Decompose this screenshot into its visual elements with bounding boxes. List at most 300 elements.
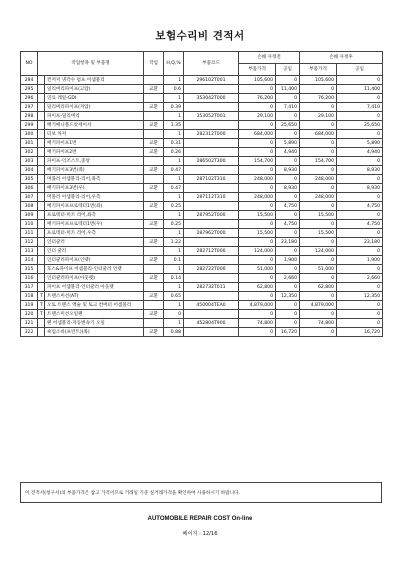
row-parts-price-after: 0 <box>300 202 337 211</box>
row-part-code: 282312T000 <box>184 130 239 139</box>
row-qty: 1 <box>164 211 184 220</box>
disclaimer-note: 이 견적서(청구서)의 부품가격은 참고 가격이므로 거래일 기준 실거래가격을 확인하여 사용하시기 바랍니다. <box>20 482 382 503</box>
row-labor-before: 0 <box>276 265 300 274</box>
row-parts-price-before: 248,000 <box>239 193 276 202</box>
row-qty: 1.35 <box>164 121 184 130</box>
table-row <box>21 76 383 85</box>
row-no: 295 <box>21 85 38 94</box>
row-parts-price-before: 154,700 <box>239 157 276 166</box>
row-parts-price-before: 76,200 <box>239 94 276 103</box>
row-item-name: 파이프-익조스트,중앙 <box>45 157 144 166</box>
row-parts-price-before: 0 <box>239 274 276 283</box>
row-marker: T <box>38 292 45 301</box>
row-parts-price-before: 62,800 <box>239 283 276 292</box>
row-labor-after: 4,750 <box>337 202 383 211</box>
row-item-name: 연료 레일-GDI <box>45 94 144 103</box>
row-parts-price-after: 248,000 <box>300 175 337 184</box>
row-item-name: 프로텍터-히트 리어,우측 <box>45 229 144 238</box>
row-parts-price-after: 154,700 <box>300 157 337 166</box>
row-work <box>144 76 164 85</box>
table-row <box>21 283 383 292</box>
row-labor-before: 5,890 <box>276 139 300 148</box>
row-parts-price-before: 0 <box>239 166 276 175</box>
table-row <box>21 301 383 310</box>
row-qty: 0.25 <box>164 202 184 211</box>
row-parts-price-before: 0 <box>239 328 276 337</box>
row-item-name: 컨저저 냉각수 펌프 어셈블리 <box>45 76 144 85</box>
row-qty: 1 <box>164 94 184 103</box>
row-qty: 0.6 <box>164 85 184 94</box>
table-row <box>21 193 383 202</box>
row-parts-price-after: 248,000 <box>300 193 337 202</box>
header-code: 부품코드 <box>184 52 239 76</box>
row-item-name: 배기매니폴드앗세이서 <box>45 121 144 130</box>
row-qty: 1 <box>164 283 184 292</box>
row-parts-price-after: 0 <box>300 220 337 229</box>
row-labor-after: 0 <box>337 319 383 328</box>
row-marker <box>38 265 45 274</box>
row-qty: 0.47 <box>164 184 184 193</box>
row-qty: 0.88 <box>164 328 184 337</box>
table-row <box>21 229 383 238</box>
row-labor-before: 8,930 <box>276 166 300 175</box>
row-part-code: 353042T000 <box>184 94 239 103</box>
row-marker <box>38 76 45 85</box>
row-marker <box>38 229 45 238</box>
row-parts-price-after: 0 <box>300 238 337 247</box>
table-row <box>21 265 383 274</box>
row-work: 교환 <box>144 220 164 229</box>
header-work: 작업 <box>144 52 164 76</box>
row-part-code <box>184 166 239 175</box>
row-labor-before: 7,410 <box>276 103 300 112</box>
page-number: 페이지 : 12/16 <box>182 531 218 537</box>
row-qty: 0.47 <box>164 166 184 175</box>
header-item: 작업항목 및 부품명 <box>38 52 144 76</box>
row-labor-after: 0 <box>337 130 383 139</box>
row-work <box>144 247 164 256</box>
row-qty: 1 <box>164 265 184 274</box>
row-item-name: 인터쿨러파이프(인렛) <box>45 256 144 265</box>
row-labor-before: 0 <box>276 130 300 139</box>
row-work <box>144 283 164 292</box>
row-part-code <box>184 184 239 193</box>
table-row <box>21 202 383 211</box>
row-parts-price-before: 0 <box>239 103 276 112</box>
row-parts-price-after: 0 <box>300 328 337 337</box>
row-work: 교환 <box>144 184 164 193</box>
row-qty: 1 <box>164 301 184 310</box>
row-item-name: 인터쿨러 <box>45 238 144 247</box>
row-item-name: 인터쿨러파이프(아웃렛) <box>45 274 144 283</box>
row-item-name: 배기파이프3번(우) <box>45 184 144 193</box>
row-part-code: 287962T000 <box>184 229 239 238</box>
row-labor-after: 1,900 <box>337 256 383 265</box>
row-marker: T <box>38 310 45 319</box>
row-parts-price-before: 51,000 <box>239 265 276 274</box>
row-qty: 0.1 <box>164 256 184 265</box>
row-part-code: 287952T000 <box>184 211 239 220</box>
row-labor-before: 12,350 <box>276 292 300 301</box>
row-item-name: 배기파이프프로텍터1번(우) <box>45 220 144 229</box>
row-marker <box>38 247 45 256</box>
row-labor-before: 0 <box>276 310 300 319</box>
row-part-code: 282722T000 <box>184 265 239 274</box>
table-row <box>21 184 383 193</box>
row-qty: 1 <box>164 76 184 85</box>
row-parts-price-after: 51,000 <box>300 265 337 274</box>
header-parts-price-before: 부품가격 <box>239 64 276 76</box>
row-labor-before: 0 <box>276 319 300 328</box>
row-no: 299 <box>21 121 38 130</box>
row-no: 318 <box>21 292 38 301</box>
row-item-name: 호스&파이프 어셈블리-인터쿨러 인렛 <box>45 265 144 274</box>
row-no: 307 <box>21 193 38 202</box>
row-no: 313 <box>21 247 38 256</box>
row-work: 교환 <box>144 274 164 283</box>
row-no: 309 <box>21 211 38 220</box>
row-labor-after: 8,930 <box>337 184 383 193</box>
row-marker <box>38 328 45 337</box>
table-row <box>21 130 383 139</box>
header-after-adjust: 손해 사정후 <box>300 52 383 64</box>
row-item-name: 배기파이프프로텍터1번(좌) <box>45 202 144 211</box>
row-item-name: 오토 트랜스 액슬 및 토크 컨버터 어셈블리 <box>45 301 144 310</box>
row-labor-after: 0 <box>337 265 383 274</box>
row-part-code: 282712T000 <box>184 247 239 256</box>
row-item-name: 프로텍터-히트 리어,좌측 <box>45 211 144 220</box>
row-qty: 1 <box>164 229 184 238</box>
row-work: 교환 <box>144 121 164 130</box>
row-work: 교환 <box>144 148 164 157</box>
table-row <box>21 310 383 319</box>
row-no: 315 <box>21 265 38 274</box>
row-part-code <box>184 310 239 319</box>
row-parts-price-after: 74,800 <box>300 319 337 328</box>
row-qty: 0.26 <box>164 148 184 157</box>
row-marker <box>38 256 45 265</box>
row-labor-after: 4,750 <box>337 220 383 229</box>
row-labor-after: 0 <box>337 211 383 220</box>
row-work: 교환 <box>144 310 164 319</box>
row-marker <box>38 202 45 211</box>
row-no: 322 <box>21 328 38 337</box>
row-item-name: 터보 차저 <box>45 130 144 139</box>
row-parts-price-after: 684,000 <box>300 130 337 139</box>
row-parts-price-after: 15,500 <box>300 229 337 238</box>
table-row <box>21 148 383 157</box>
estimate-table <box>20 51 383 337</box>
row-no: 308 <box>21 202 38 211</box>
row-part-code: 287102T310 <box>184 175 239 184</box>
row-no: 305 <box>21 175 38 184</box>
row-item-name: 트랜스미션오일팬 <box>45 310 144 319</box>
table-row <box>21 247 383 256</box>
row-no: 312 <box>21 238 38 247</box>
header-parts-price-after: 부품가격 <box>300 64 337 76</box>
row-work <box>144 229 164 238</box>
row-parts-price-after: 62,800 <box>300 283 337 292</box>
row-labor-after: 0 <box>337 301 383 310</box>
row-marker <box>38 85 45 94</box>
row-marker <box>38 175 45 184</box>
row-parts-price-before: 0 <box>239 238 276 247</box>
row-item-name: 팬 어셈블리-자동변속기 오일 <box>45 319 144 328</box>
row-qty: 0.65 <box>164 292 184 301</box>
row-work: 교환 <box>144 103 164 112</box>
row-parts-price-before: 0 <box>239 220 276 229</box>
row-work <box>144 175 164 184</box>
row-no: 294 <box>21 76 38 85</box>
row-qty: 1 <box>164 130 184 139</box>
row-parts-price-before: 105,600 <box>239 76 276 85</box>
row-labor-before: 0 <box>276 247 300 256</box>
row-work: 교환 <box>144 166 164 175</box>
table-row <box>21 328 383 337</box>
row-labor-before: 16,720 <box>276 328 300 337</box>
table-row <box>21 211 383 220</box>
table-row <box>21 256 383 265</box>
row-item-name: 쇽업소바(프런트)(좌) <box>45 328 144 337</box>
row-no: 301 <box>21 139 38 148</box>
row-labor-after: 7,410 <box>337 103 383 112</box>
row-marker <box>38 148 45 157</box>
row-labor-before: 4,750 <box>276 220 300 229</box>
row-no: 317 <box>21 283 38 292</box>
row-parts-price-after: 0 <box>300 292 337 301</box>
row-marker <box>38 157 45 166</box>
row-labor-after: 25,650 <box>337 121 383 130</box>
row-work <box>144 94 164 103</box>
row-part-code: 296102T001 <box>184 76 239 85</box>
table-row <box>21 274 383 283</box>
footer-brand: AUTOMOBILE REPAIR COST On-line <box>147 516 253 522</box>
row-labor-after: 0 <box>337 229 383 238</box>
row-labor-after: 0 <box>337 175 383 184</box>
row-parts-price-after: 0 <box>300 310 337 319</box>
row-labor-before: 23,180 <box>276 238 300 247</box>
row-no: 311 <box>21 229 38 238</box>
row-parts-price-after: 0 <box>300 148 337 157</box>
row-labor-after: 8,930 <box>337 166 383 175</box>
row-labor-after: 0 <box>337 283 383 292</box>
row-marker <box>38 112 45 121</box>
row-marker <box>38 184 45 193</box>
row-qty: 1 <box>164 193 184 202</box>
row-work: 교환 <box>144 202 164 211</box>
table-row <box>21 220 383 229</box>
row-part-code <box>184 292 239 301</box>
row-parts-price-before: 15,500 <box>239 211 276 220</box>
row-marker <box>38 283 45 292</box>
row-work: 교환 <box>144 139 164 148</box>
row-no: 297 <box>21 103 38 112</box>
row-labor-before: 0 <box>276 112 300 121</box>
row-item-name: 인터 쿨러 <box>45 247 144 256</box>
row-part-code: 286502T300 <box>184 157 239 166</box>
row-labor-before: 2,660 <box>276 274 300 283</box>
row-part-code <box>184 256 239 265</box>
row-parts-price-before: 684,000 <box>239 130 276 139</box>
row-part-code: 450004TEA0 <box>184 301 239 310</box>
table-row <box>21 166 383 175</box>
row-no: 320 <box>21 310 38 319</box>
row-parts-price-before: 0 <box>239 121 276 130</box>
row-work <box>144 301 164 310</box>
row-item-name: 파이프 어셈블리-인터쿨러 아웃렛 <box>45 283 144 292</box>
row-parts-price-before: 0 <box>239 85 276 94</box>
row-labor-before: 0 <box>276 157 300 166</box>
row-work <box>144 157 164 166</box>
row-parts-price-before: 15,500 <box>239 229 276 238</box>
row-labor-before: 25,650 <box>276 121 300 130</box>
table-row <box>21 112 383 121</box>
row-parts-price-before: 124,000 <box>239 247 276 256</box>
row-parts-price-before: 0 <box>239 310 276 319</box>
row-part-code: 282732T011 <box>184 283 239 292</box>
row-marker <box>38 130 45 139</box>
row-parts-price-before: 29,100 <box>239 112 276 121</box>
row-marker <box>38 94 45 103</box>
row-parts-price-before: 248,000 <box>239 175 276 184</box>
row-labor-before: 4,750 <box>276 202 300 211</box>
row-labor-after: 5,890 <box>337 139 383 148</box>
row-parts-price-before: 0 <box>239 148 276 157</box>
row-parts-price-after: 0 <box>300 184 337 193</box>
row-qty: 1 <box>164 157 184 166</box>
row-marker <box>38 238 45 247</box>
row-parts-price-after: 0 <box>300 103 337 112</box>
row-marker <box>38 274 45 283</box>
header-labor-before: 공임 <box>276 64 300 76</box>
row-parts-price-before: 0 <box>239 184 276 193</box>
row-parts-price-after: 76,200 <box>300 94 337 103</box>
row-labor-after: 0 <box>337 193 383 202</box>
row-parts-price-after: 0 <box>300 166 337 175</box>
row-no: 314 <box>21 256 38 265</box>
row-labor-before: 1,900 <box>276 256 300 265</box>
row-marker <box>38 121 45 130</box>
row-no: 298 <box>21 112 38 121</box>
row-no: 321 <box>21 319 38 328</box>
row-labor-before: 0 <box>276 301 300 310</box>
row-no: 300 <box>21 130 38 139</box>
row-labor-after: 0 <box>337 247 383 256</box>
row-parts-price-before: 0 <box>239 292 276 301</box>
row-no: 316 <box>21 274 38 283</box>
row-work: 교환 <box>144 256 164 265</box>
table-row <box>21 121 383 130</box>
row-parts-price-after: 105,600 <box>300 76 337 85</box>
row-marker <box>38 319 45 328</box>
row-labor-after: 16,720 <box>337 328 383 337</box>
row-labor-after: 0 <box>337 157 383 166</box>
row-work <box>144 265 164 274</box>
row-item-name: 딜리버리파이프(저압) <box>45 103 144 112</box>
row-marker <box>38 166 45 175</box>
row-no: 302 <box>21 148 38 157</box>
row-part-code <box>184 274 239 283</box>
row-item-name: 일리버리파이프(고압) <box>45 85 144 94</box>
row-parts-price-after: 0 <box>300 256 337 265</box>
header-before-adjust: 손해 사정전 <box>239 52 300 64</box>
row-marker <box>38 139 45 148</box>
row-work: 교환 <box>144 85 164 94</box>
row-labor-after: 0 <box>337 310 383 319</box>
row-labor-after: 0 <box>337 112 383 121</box>
row-part-code <box>184 148 239 157</box>
table-row <box>21 175 383 184</box>
row-labor-before: 0 <box>276 229 300 238</box>
header-labor-after: 공임 <box>337 64 383 76</box>
row-parts-price-after: 0 <box>300 274 337 283</box>
row-work: 교환 <box>144 292 164 301</box>
row-parts-price-before: 4,879,000 <box>239 301 276 310</box>
row-no: 319 <box>21 301 38 310</box>
row-no: 304 <box>21 166 38 175</box>
row-part-code: 353052T001 <box>184 112 239 121</box>
row-item-name: 배기파이프3번(좌) <box>45 166 144 175</box>
row-labor-after: 0 <box>337 94 383 103</box>
page-title: 보험수리비 견적서 <box>155 30 245 42</box>
row-labor-before: 0 <box>276 283 300 292</box>
row-item-name: 배기파이프2번 <box>45 148 144 157</box>
row-labor-after: 12,350 <box>337 292 383 301</box>
row-no: 310 <box>21 220 38 229</box>
row-part-code <box>184 220 239 229</box>
row-labor-after: 23,180 <box>337 238 383 247</box>
row-item-name: 트랜스미션(AT) <box>45 292 144 301</box>
row-labor-after: 4,940 <box>337 148 383 157</box>
row-qty: 1 <box>164 247 184 256</box>
row-no: 296 <box>21 94 38 103</box>
row-part-code: 452804T900 <box>184 319 239 328</box>
row-no: 303 <box>21 157 38 166</box>
table-row <box>21 94 383 103</box>
table-row <box>21 292 383 301</box>
row-item-name: 머플러 어셈블리-리어,우측 <box>45 193 144 202</box>
row-part-code <box>184 238 239 247</box>
row-work: 교환 <box>144 238 164 247</box>
row-qty: 1 <box>164 175 184 184</box>
row-qty: 1 <box>164 319 184 328</box>
row-qty: 0 <box>164 310 184 319</box>
row-marker: T <box>38 301 45 310</box>
table-row <box>21 238 383 247</box>
row-parts-price-after: 15,500 <box>300 211 337 220</box>
table-row <box>21 85 383 94</box>
row-part-code <box>184 328 239 337</box>
row-part-code: 287112T310 <box>184 193 239 202</box>
row-no: 306 <box>21 184 38 193</box>
row-item-name: 머플러 어셈블리-리어,좌측 <box>45 175 144 184</box>
row-marker <box>38 220 45 229</box>
row-labor-before: 11,400 <box>276 85 300 94</box>
row-part-code <box>184 85 239 94</box>
row-parts-price-after: 0 <box>300 121 337 130</box>
row-labor-before: 0 <box>276 175 300 184</box>
row-marker <box>38 211 45 220</box>
row-work <box>144 319 164 328</box>
header-hqty: H,Q,% <box>164 52 184 76</box>
row-qty: 0.31 <box>164 139 184 148</box>
row-item-name: 파이프-딜리버리 <box>45 112 144 121</box>
row-labor-after: 0 <box>337 76 383 85</box>
row-labor-after: 11,400 <box>337 85 383 94</box>
estimate-rows <box>21 76 383 337</box>
row-qty: 0.25 <box>164 220 184 229</box>
row-labor-before: 0 <box>276 193 300 202</box>
